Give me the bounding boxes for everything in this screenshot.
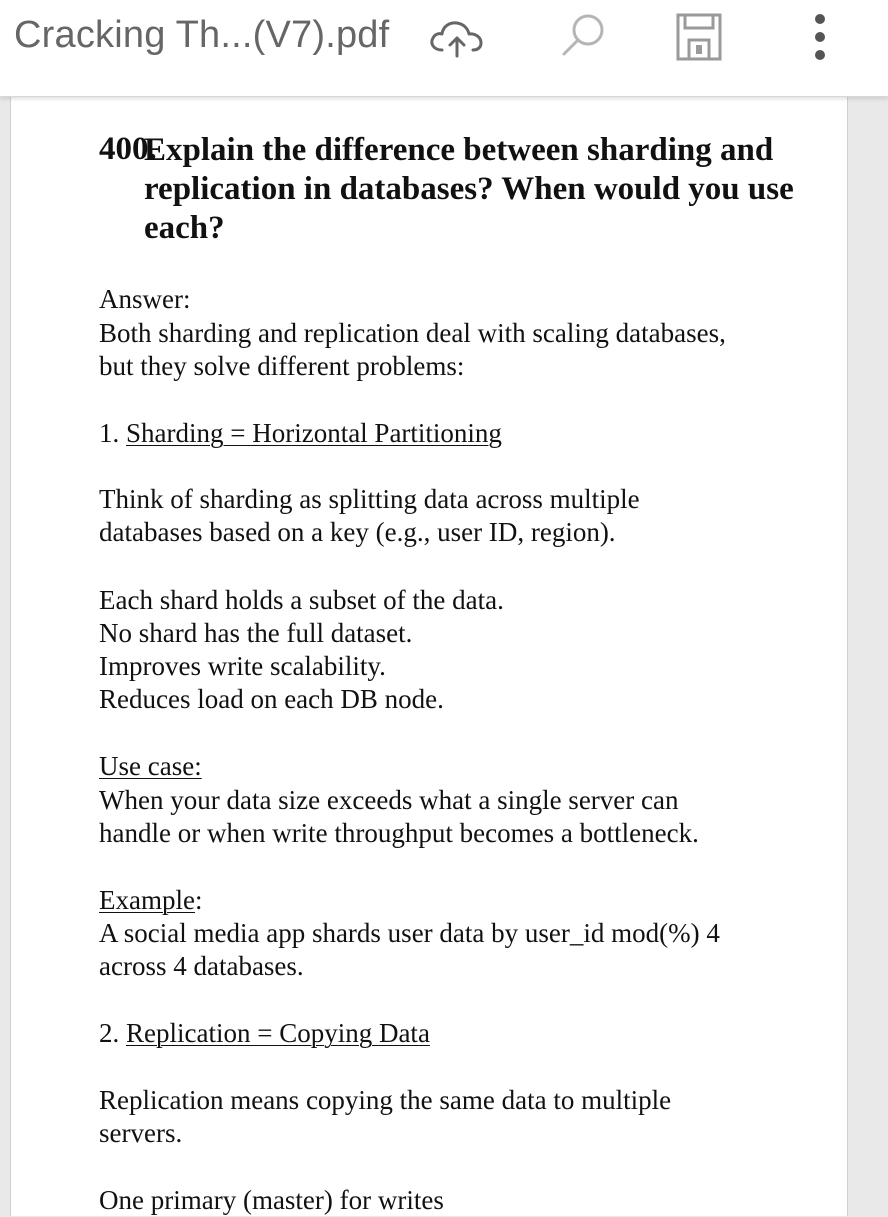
section-2-number: 2. (99, 1018, 120, 1048)
section-1-title: Sharding = Horizontal Partitioning (126, 418, 502, 448)
question-heading (144, 131, 804, 248)
example-line-2: across 4 databases. (99, 951, 304, 981)
section-2-partial-line: One primary (master) for writes (99, 1185, 444, 1215)
intro-line-1: Both sharding and replication deal with scaling databases, (99, 318, 726, 348)
app-toolbar (0, 0, 888, 97)
example-line-1: A social media app shards user data by user_id mod(%) 4 (99, 918, 720, 948)
question-text: Explain the difference between sharding and replication in databases? When would you use each? (144, 132, 794, 246)
section-1-desc-line-2: databases based on a key (e.g., user ID, region). (99, 517, 616, 547)
save-icon[interactable] (672, 10, 726, 64)
cloud-upload-icon[interactable] (428, 18, 486, 58)
section-1-point: No shard has the full dataset. (99, 618, 413, 648)
question-number: 400. (99, 131, 157, 167)
section-2-title: Replication = Copying Data (126, 1018, 430, 1048)
answer-label: Answer: (99, 284, 191, 314)
section-1-point: Each shard holds a subset of the data. (99, 585, 504, 615)
example-colon: : (194, 885, 203, 915)
example-heading (99, 883, 202, 917)
section-1-number: 1. (99, 418, 120, 448)
section-1-desc-line-1: Think of sharding as splitting data across multiple (99, 484, 640, 514)
use-case-line-1: When your data size exceeds what a single server can (99, 785, 679, 815)
section-2-desc-line-2: servers. (99, 1118, 183, 1148)
section-2-heading (99, 1016, 430, 1050)
document-title: Cracking Th...(V7).pdf (14, 14, 390, 56)
section-1-heading (99, 416, 502, 450)
pdf-page[interactable] (10, 96, 848, 1216)
section-2-desc-line-1: Replication means copying the same data to multiple (99, 1085, 672, 1115)
page-content (11, 96, 847, 1216)
use-case-label: Use case: (99, 751, 202, 781)
example-label: Example (99, 885, 195, 915)
section-1-point: Improves write scalability. (99, 651, 386, 681)
section-1-point: Reduces load on each DB node. (99, 684, 444, 714)
search-icon[interactable] (556, 10, 608, 62)
intro-line-2: but they solve different problems: (99, 351, 465, 381)
use-case-line-2: handle or when write throughput becomes a bottleneck. (99, 818, 699, 848)
more-vert-icon[interactable] (808, 10, 832, 66)
